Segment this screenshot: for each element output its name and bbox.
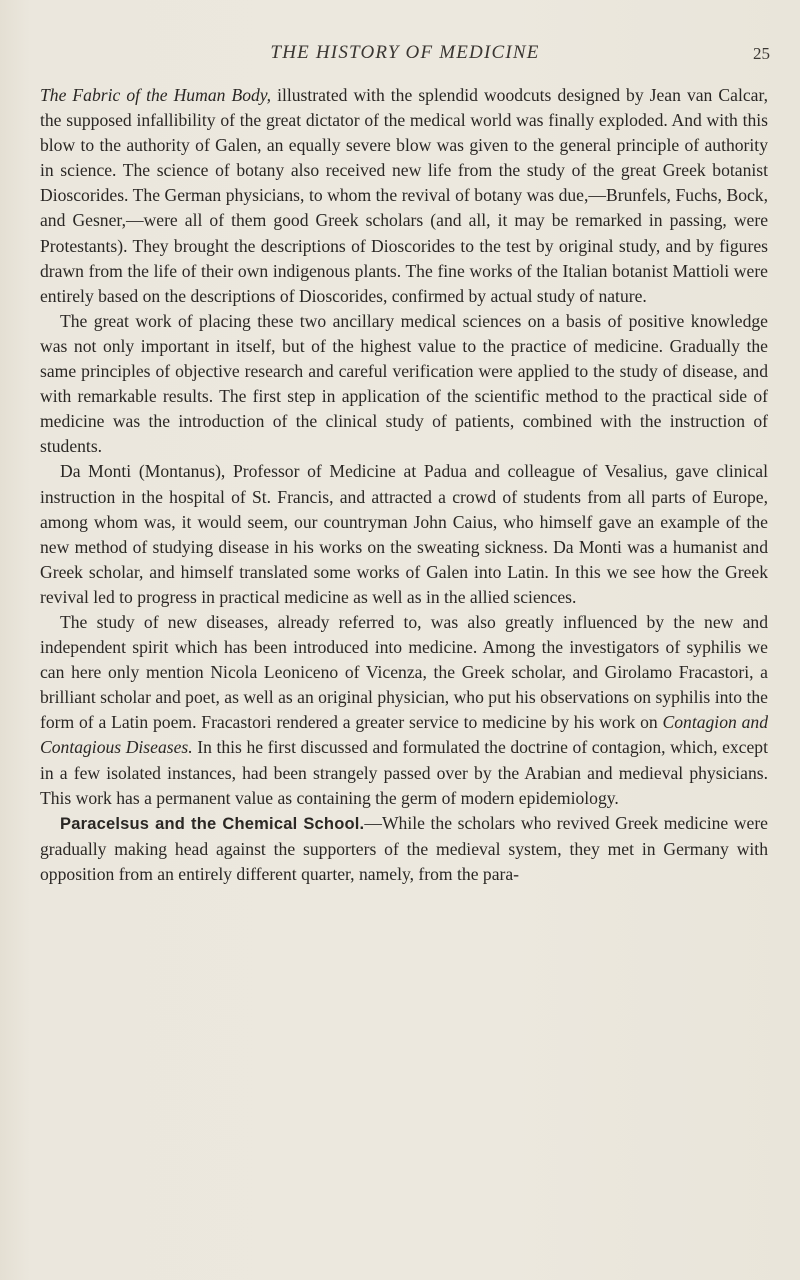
paragraph-new-diseases-text-2: In this he first discussed and formulated the doctrine of contagion, which, except in a few isolated instances, had been strangely passed over by the Arabian and medieval physicians. This work has a permanent value as containing the germ of modern epidemiology. [40,737,768,808]
section-sidehead: Paracelsus and the Chemical School. [60,814,365,833]
running-header [40,42,770,72]
paragraph-fabric-text: illustrated with the splendid woodcuts designed by Jean van Calcar, the supposed infallibility of the great dictator of the medical world was finally exploded. And with this blow to the authority of Galen, an equally severe blow was given to the general principle of authority in science. The science of botany also received new life from the study of the great Greek botanist Dioscorides. The German physicians, to whom the revival of botany was due,—Brunfels, Fuchs, Bock, and Gesner,—were all of them good Greek scholars (and all, it may be remarked in passing, were Protestants). They brought the descriptions of Dioscorides to the test by original study, and by figures drawn from the life of their own indigenous plants. The fine works of the Italian botanist Mattioli were entirely based on the descriptions of Dioscorides, confirmed by actual study of nature. [40,85,768,306]
paragraph-fabric [40,83,768,309]
book-title-fabric: The Fabric of the Human Body, [40,85,272,105]
paragraph-paracelsus [40,811,768,887]
paragraph-ancillary-sciences: The great work of placing these two ancillary medical sciences on a basis of positive knowledge was not only important in itself, but of the highest value to the practice of medicine. Gradually the same principles of objective research and careful verification were applied to the study of disease, and with remarkable results. The first step in application of the scientific method to the practical side of medicine was the introduction of the clinical study of patients, combined with the instruction of students. [40,310,768,457]
paragraph-paracelsus-text: —While the scholars who revived Greek medicine were gradually making head against the supporters of the medieval system, they met in Germany with opposition from an entirely different quarter, namely, from the para- [40,812,768,884]
paragraph-new-diseases [40,610,768,811]
running-title: THE HISTORY OF MEDICINE [270,42,540,63]
book-title-contagion: Contagion and Contagious Diseases. [40,712,768,758]
paragraph-da-monti: Da Monti (Montanus), Professor of Medicine at Padua and colleague of Vesalius, gave clinical instruction in the hospital of St. Francis, and attracted a crowd of students from all parts of Europe, among whom was, it would seem, our countryman John Caius, who himself gave an example of the new method of studying disease in his works on the sweating sickness. Da Monti was a humanist and Greek scholar, and himself translated some works of Galen into Latin. In this we see how the Greek revival led to progress in practical medicine as well as in the allied sciences. [40,461,768,607]
body-text [40,83,768,887]
page-number: 25 [753,44,770,63]
paragraph-new-diseases-text-1: The study of new diseases, already referred to, was also greatly influenced by the new and independent spirit which has been introduced into medicine. Among the investigators of syphilis we can here only mention Nicola Leoniceno of Vicenza, the Greek scholar, and Girolamo Fracastori, a brilliant scholar and poet, as well as an original physician, who put his observations on syphilis into the form of a Latin poem. Fracastori rendered a greater service to medicine by his work on [40,611,768,733]
